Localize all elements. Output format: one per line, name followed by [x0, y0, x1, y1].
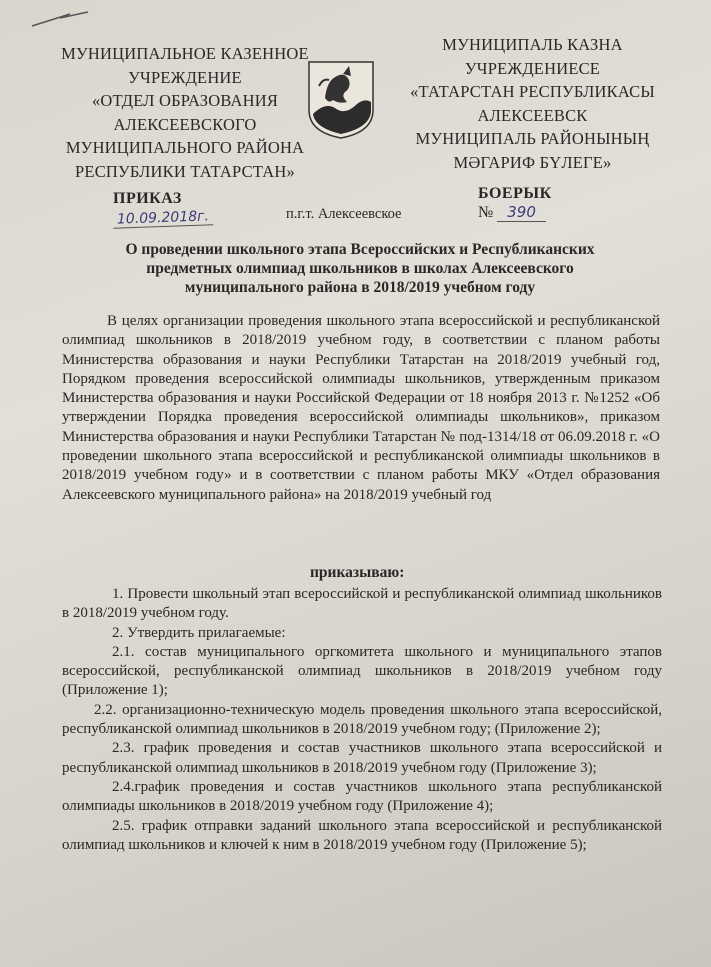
order-items — [62, 585, 662, 855]
number-sign: № — [478, 204, 494, 221]
order-item-2-5: 2.5. график отправки заданий школьного этапа всероссийской и республиканской олимпиад школьников и ключей к ним в 2018/2019 учебном году (Приложение 5); — [62, 817, 662, 853]
boerik-block — [478, 185, 552, 222]
title-line: О проведении школьного этапа Всероссийских и Республиканских — [125, 241, 595, 258]
place-label: п.г.т. Алексеевское — [286, 206, 402, 222]
order-word: приказываю: — [310, 564, 405, 581]
order-item-2-3: 2.3. график проведения и состав участников школьного этапа всероссийской и республиканской олимпиад школьников в 2018/2019 учебном году (Приложение 3); — [62, 740, 662, 776]
header-right-line: «ТАТАРСТАН РЕСПУБЛИКАСЫ — [410, 82, 655, 101]
order-number-line — [478, 203, 552, 222]
prikaz-label: ПРИКАЗ — [113, 190, 182, 207]
header-right-line: МӘГАРИФ БҮЛЕГЕ» — [453, 152, 612, 172]
boerik-label: БОЕРЫК — [478, 185, 552, 202]
pen-stroke-mark — [30, 10, 90, 30]
header-left-line: «ОТДЕЛ ОБРАЗОВАНИЯ — [91, 91, 279, 110]
title-line: предметных олимпиад школьников в школах Алексеевского — [146, 260, 574, 277]
header-left-line: МУНИЦИПАЛЬНОГО РАЙОНА — [65, 138, 305, 157]
header-left-line: АЛЕКСЕЕВСКОГО — [113, 114, 257, 134]
header-left-ru — [55, 42, 315, 183]
coat-of-arms-icon — [305, 58, 377, 140]
preamble-paragraph — [62, 312, 660, 505]
header-left-line: УЧРЕЖДЕНИЕ — [128, 67, 242, 87]
header-left-line: РЕСПУБЛИКИ ТАТАРСТАН» — [75, 161, 295, 181]
header-right-line: МУНИЦИПАЛЬ РАЙОНЫНЫҢ — [415, 129, 650, 148]
order-item-1: 1. Провести школьный этап всероссийской и республиканской олимпиад школьников в 2018/2019 учебном году. — [62, 586, 662, 622]
title-line: муниципального района в 2018/2019 учебном году — [184, 279, 536, 296]
prikaz-block — [113, 190, 213, 227]
order-item-2: 2. Утвердить прилагаемые: — [112, 624, 286, 641]
document-title — [80, 240, 640, 297]
order-item-2-1: 2.1. состав муниципального оргкомитета школьного и муниципального этапов всероссийской, республиканской олимпиад школьников в 2018/2019 учебном году (Приложение 1); — [62, 643, 662, 699]
header-left-line: МУНИЦИПАЛЬНОЕ КАЗЕННОЕ — [61, 44, 309, 63]
header-right-tt — [385, 33, 680, 174]
header-right-line: АЛЕКСЕЕВСК — [477, 105, 588, 125]
order-number-handwritten: 390 — [497, 203, 546, 222]
header-right-line: МУНИЦИПАЛЬ КАЗНА — [442, 35, 623, 54]
order-item-2-4: 2.4.график проведения и состав участников школьного этапа республиканской олимпиады школьников в 2018/2019 учебном году (Приложение 4); — [62, 778, 662, 815]
preamble-text: В целях организации проведения школьного этапа всероссийской и республиканской олимпиад школьников в 2018/2019 учебном году, в соответствии с планом работы Министерства образования и науки Республики Татарстан на 2018/2019 учебный год, Порядком проведения всероссийской олимпиады школьников, утвержденным приказом Министерства образования и науки Российской Федерации от 18 ноября 2013 г. №1252 «Об утверждении Порядка проведения всероссийской олимпиады школьников», приказом Министерства образования и науки Республики Татарстан № под-1314/18 от 06.09.2018 г. «О проведении школьного этапа всероссийской и республиканской олимпиады школьников в 2018/2019 учебном году» и в соответствии с планом работы МКУ «Отдел образования Алексеевского муниципального района» на 2018/2019 учебный год — [62, 313, 660, 503]
header-right-line: УЧРЕЖДЕНИЕСЕ — [464, 58, 601, 78]
order-item-2-2: 2.2. организационно-техническую модель проведения школьного этапа всероссийской, республиканской олимпиад школьников в 2018/2019 учебном году; (Приложение 2); — [62, 701, 662, 738]
order-date-handwritten: 10.09.2018г. — [113, 208, 214, 228]
